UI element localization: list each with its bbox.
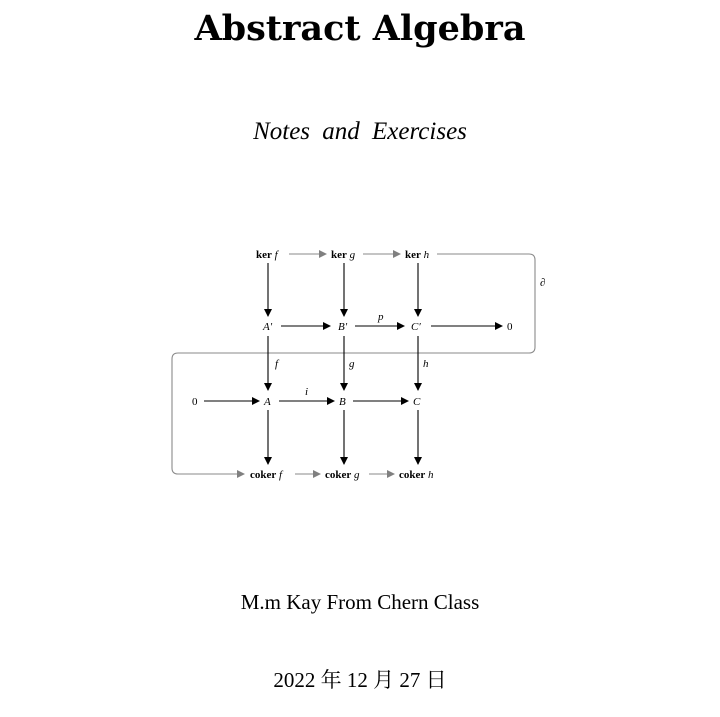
kernel-row (256, 249, 430, 261)
author-line: M.m Kay From Chern Class (240, 590, 480, 614)
node-A: A (264, 396, 271, 408)
node-ker-g: ker g (331, 249, 356, 261)
node-coker-f: coker f (250, 469, 283, 481)
map-label-i: i (305, 386, 309, 398)
date-line: 2022 年 12 月 27 日 (273, 668, 447, 692)
cokernel-row (250, 469, 434, 481)
node-A-prime: A′ (263, 321, 273, 333)
document-title: Abstract Algebra (194, 8, 526, 49)
connecting-map-label: ∂ (540, 277, 546, 289)
node-C-prime: C′ (411, 321, 421, 333)
map-label-f: f (275, 358, 279, 370)
node-B: B (339, 396, 346, 408)
map-label-h: h (423, 358, 429, 370)
node-zero-left: 0 (192, 396, 198, 408)
document-subtitle: Notes and Exercises (253, 118, 467, 145)
node-coker-g: coker g (325, 469, 360, 481)
map-label-p: p (378, 311, 384, 323)
node-zero-right: 0 (507, 321, 513, 333)
node-coker-h: coker h (399, 469, 434, 481)
node-B-prime: B′ (338, 321, 348, 333)
map-label-g: g (349, 358, 355, 370)
bottom-exact-row (192, 386, 421, 408)
node-C: C (413, 396, 421, 408)
node-ker-h: ker h (405, 249, 430, 261)
node-ker-f: ker f (256, 249, 278, 261)
top-exact-row (262, 311, 513, 333)
